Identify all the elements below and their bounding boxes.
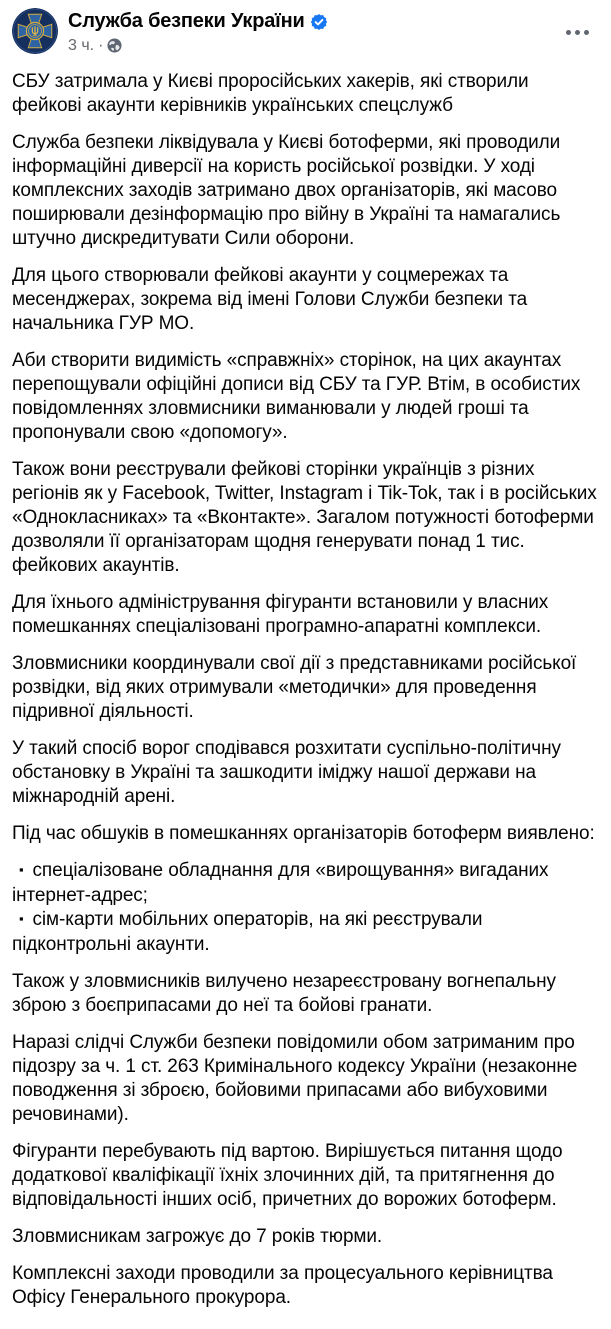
post-paragraph: Фігуранти перебувають під вартою. Вирішується питання щодо додаткової кваліфікації їхніх злочинних дій, та притягнення до відповідальності інших осіб, причетних до ворожих ботоферм. — [12, 1141, 563, 1211]
bullet-text: сім-карти мобільних операторів, на які реєстрували підконтрольні акаунти. — [12, 909, 483, 956]
page-avatar[interactable] — [12, 8, 58, 54]
post-meta-row — [68, 36, 327, 55]
meta-separator: · — [98, 37, 104, 54]
post-paragraph: Для їхнього адміністрування фігуранти встановили у власних помешканнях спеціалізовані програмно-апаратні комплекси. — [12, 592, 549, 638]
more-dot-icon — [566, 30, 571, 35]
post-paragraph: Також вони реєстрували фейкові сторінки українців з різних регіонів як у Facebook, Twitter, Instagram і Tik-Tok, так і в російських «Однокласниках» та «Вконтакте». Загалом потужності ботоферми дозволяли її організаторам щодня генерувати понад 1 тис. фейкових акаунтів. — [12, 459, 597, 577]
post-paragraph: СБУ затримала у Києві проросійських хакерів, які створили фейкові акаунти керівників українських спецслужб — [12, 71, 529, 117]
page-name-row — [68, 9, 327, 33]
post-options-button[interactable] — [559, 20, 595, 44]
sbu-emblem-icon — [12, 8, 58, 54]
post-paragraph: Зловмисникам загрожує до 7 років тюрми. — [12, 1226, 383, 1248]
post-paragraph: Служба безпеки ліквідувала у Києві ботоферми, які проводили інформаційні диверсії на користь російської розвідки. У ході комплексних заходів затримано двох організаторів, які масово поширювали дезінформацію про війну в Україні та намагались штучно дискредитувати Сили оборони. — [12, 132, 561, 250]
post-paragraph: Для цього створювали фейкові акаунти у соцмережах та месенджерах, зокрема від імені Голови Служби безпеки та начальника ГУР МО. — [12, 265, 528, 335]
post-paragraph: Зловмисники координували свої дії з представниками російської розвідки, від яких отримували «методички» для проведення підривної діяльності. — [12, 653, 577, 723]
verified-badge-icon — [311, 14, 327, 30]
post-header-text — [68, 8, 327, 55]
bullet-square-icon: ▪ — [19, 911, 24, 927]
public-globe-icon — [107, 38, 122, 53]
post-bullet-list — [12, 859, 599, 957]
post-paragraph: У такий спосіб ворог сподівався розхитати суспільно-політичну обстановку в Україні та зашкодити іміджу нашої держави на міжнародній арені. — [12, 738, 561, 808]
more-dot-icon — [575, 30, 580, 35]
list-item — [12, 859, 599, 908]
post-body — [0, 55, 611, 1310]
post-paragraph: Також у зловмисників вилучено незареєстровану вогнепальну зброю з боєприпасами до неї та бойові гранати. — [12, 971, 556, 1017]
list-item — [12, 908, 599, 957]
post-paragraph: Комплексні заходи проводили за процесуального керівництва Офісу Генерального прокурора. — [12, 1263, 553, 1309]
post-paragraph: Під час обшуків в помешканнях організаторів ботоферм виявлено: — [12, 823, 595, 845]
bullet-square-icon: ▪ — [19, 862, 24, 878]
post-paragraph: Наразі слідчі Служби безпеки повідомили обом затриманим про підозру за ч. 1 ст. 263 Кримінального кодексу України (незаконне поводження зі зброєю, бойовими припасами або вибуховими речовинами). — [12, 1032, 578, 1126]
page-name-link[interactable]: Служба безпеки України — [68, 10, 305, 32]
more-dot-icon — [584, 30, 589, 35]
post-timestamp[interactable]: 3 ч. — [68, 37, 95, 54]
post-header — [0, 0, 611, 55]
bullet-text: спеціалізоване обладнання для «вирощування» вигаданих інтернет-адрес; — [12, 860, 549, 907]
post-paragraph: Аби створити видимість «справжніх» сторінок, на цих акаунтах перепощували офіційні дописи від СБУ та ГУР. Втім, в особистих повідомленнях зловмисники виманювали у людей гроші та пропонували свою «допомогу». — [12, 350, 581, 444]
